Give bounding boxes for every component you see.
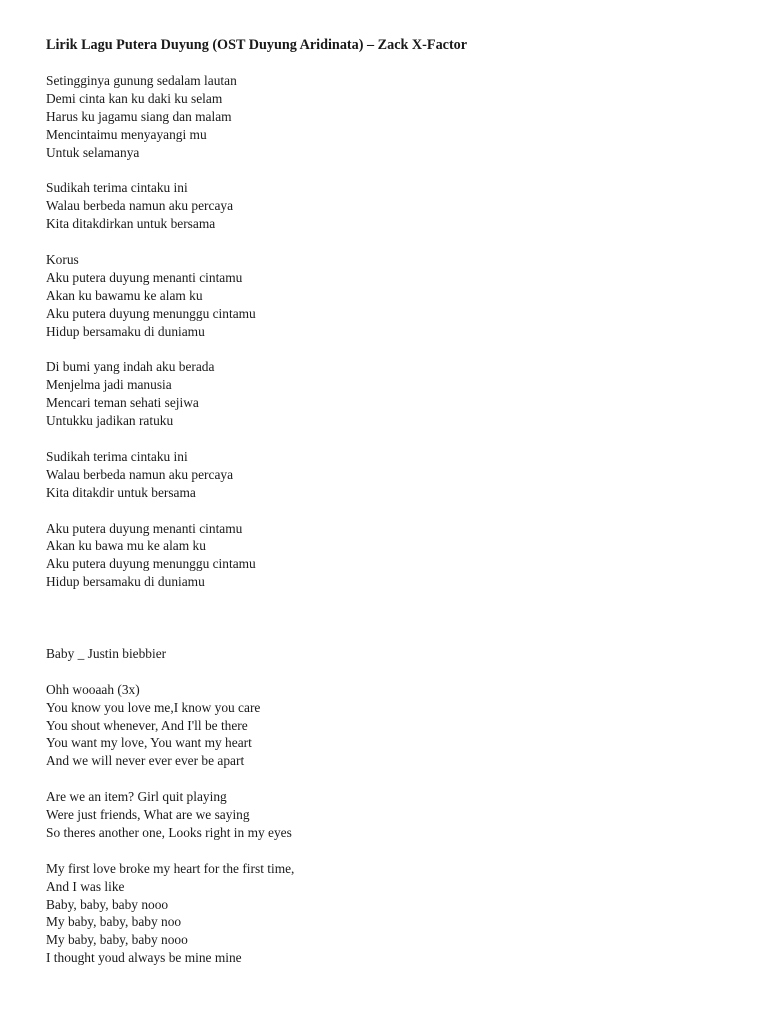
lyric-line: Hidup bersamaku di duniamu [46, 574, 205, 590]
lyric-line: You shout whenever, And I'll be there [46, 717, 248, 733]
lyric-line: Menjelma jadi manusia [46, 377, 172, 393]
lyric-line: Setingginya gunung sedalam lautan [46, 73, 237, 88]
lyric-line: Walau berbeda namun aku percaya [46, 198, 234, 214]
lyric-line: My baby, baby, baby noo [46, 914, 182, 930]
stanza-gap [46, 842, 736, 860]
lyric-line: Untukku jadikan ratuku [46, 413, 174, 429]
lyric-line: Were just friends, What are we saying [46, 807, 250, 823]
lyric-line: Aku putera duyung menunggu cintamu [46, 556, 256, 572]
lyric-line: Aku putera duyung menanti cintamu [46, 269, 243, 285]
lyric-line: Sudikah terima cintaku ini [46, 448, 188, 464]
song1-title: Lirik Lagu Putera Duyung (OST Duyung Aridinata) – Zack X-Factor [46, 37, 468, 53]
lyric-line: Are we an item? Girl quit playing [46, 789, 227, 805]
lyric-line: Sudikah terima cintaku ini [46, 180, 188, 196]
song1-chorus1 [46, 251, 736, 341]
lyric-line: Akan ku bawamu ke alam ku [46, 287, 203, 303]
song1-pre1 [46, 179, 736, 233]
song2-verse3 [46, 860, 736, 967]
lyric-line: Kita ditakdirkan untuk bersama [46, 216, 216, 232]
song1-verse1 [46, 72, 736, 162]
lyric-line: Baby, baby, baby nooo [46, 896, 169, 912]
lyric-line: And we will never ever ever be apart [46, 753, 245, 769]
lyric-line: Akan ku bawa mu ke alam ku [46, 538, 206, 554]
lyric-line: Aku putera duyung menunggu cintamu [46, 305, 256, 321]
stanza-gap [46, 430, 736, 448]
lyric-line: You want my love, You want my heart [46, 735, 252, 751]
song2-title: Baby _ Justin biebbier [46, 645, 167, 661]
document-page [46, 36, 736, 967]
section-gap [46, 591, 736, 645]
lyric-line: My baby, baby, baby nooo [46, 932, 188, 948]
song1-pre2 [46, 448, 736, 502]
song2-verse2 [46, 788, 736, 842]
lyric-line: Hidup bersamaku di duniamu [46, 323, 205, 339]
lyric-line: Korus [46, 252, 79, 268]
lyric-line: You know you love me,I know you care [46, 699, 261, 715]
stanza-gap [46, 341, 736, 359]
stanza-gap [46, 663, 736, 681]
lyric-line: Ohh wooaah (3x) [46, 681, 140, 697]
lyric-line: Untuk selamanya [46, 144, 140, 160]
song2-verse1 [46, 681, 736, 771]
lyric-line: Harus ku jagamu siang dan malam [46, 108, 232, 124]
lyric-line: Mencintaimu menyayangi mu [46, 126, 207, 142]
stanza-gap [46, 770, 736, 788]
song1-chorus2 [46, 520, 736, 592]
stanza-gap [46, 502, 736, 520]
lyric-line: I thought youd always be mine mine [46, 950, 242, 966]
song1-verse2 [46, 358, 736, 430]
lyric-line: Kita ditakdir untuk bersama [46, 484, 196, 500]
lyric-line: Walau berbeda namun aku percaya [46, 466, 234, 482]
lyric-line: And I was like [46, 878, 125, 894]
stanza-gap [46, 162, 736, 180]
lyric-line: Di bumi yang indah aku berada [46, 359, 215, 375]
lyric-line: Aku putera duyung menanti cintamu [46, 520, 243, 536]
lyric-line: Mencari teman sehati sejiwa [46, 395, 199, 411]
stanza-gap [46, 233, 736, 251]
lyric-line: My first love broke my heart for the first time, [46, 860, 295, 876]
lyric-line: Demi cinta kan ku daki ku selam [46, 90, 223, 106]
lyric-line: So theres another one, Looks right in my eyes [46, 824, 292, 840]
